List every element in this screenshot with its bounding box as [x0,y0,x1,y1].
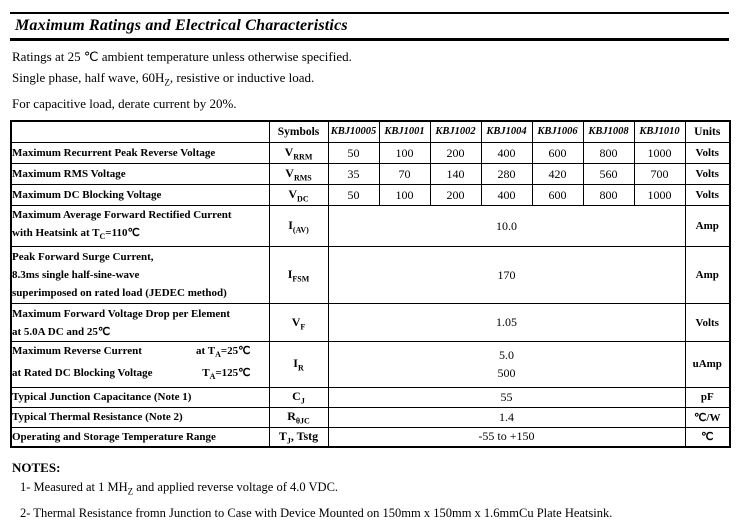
header-units: Units [685,121,730,143]
symbol-sub: F [300,321,306,331]
intro-line-3 [12,97,729,111]
ratings-table [10,120,731,449]
symbol-base: T [278,428,287,443]
header-part-kbj1010: KBJ1010 [634,121,685,143]
symbol-cell [269,206,328,247]
symbol-cell [269,407,328,427]
row-label-text: 8.3ms single half-sine-wave [12,269,140,282]
value-cell: 280 [481,164,532,185]
value-cell: 50 [328,185,379,206]
symbol-base: R [287,408,296,423]
row-label-text: Maximum Average Forward Rectified Current [12,209,232,222]
row-label [11,342,269,387]
symbol-sub: R [297,363,304,373]
header-part-kbj1006: KBJ1006 [532,121,583,143]
merged-value-line: 5.0 [499,348,514,363]
intro-line-1-text: Ratings at 25 ℃ ambient temperature unless otherwise specified. [12,49,352,64]
symbol-base: I [288,217,293,232]
note-1-post: and applied reverse voltage of 4.0 VDC. [133,480,339,495]
value-cell: 700 [634,164,685,185]
value-cell: 1000 [634,185,685,206]
symbol-base: V [284,144,294,159]
row-label-condition: $T_A=125℃$ [202,367,251,382]
value-cell-merged: 170 [328,247,685,304]
value-cell-merged: 10.0 [328,206,685,247]
row-label [11,143,269,164]
page-title: Maximum Ratings and Electrical Characteristics [15,17,348,34]
notes-block [12,460,729,521]
row-label [11,387,269,407]
value-cell-merged: 1.4 [328,407,685,427]
row-label [11,185,269,206]
notes-heading: NOTES: [12,460,61,476]
header-symbols: Symbols [269,121,328,143]
table-row-vf [11,304,730,342]
symbol-base: C [292,388,301,403]
value-cell: 800 [583,185,634,206]
note-1 [20,480,729,500]
value-cell: 200 [430,185,481,206]
value-cell-merged: 55 [328,387,685,407]
table-row-vdc [11,185,730,206]
value-cell: 100 [379,185,430,206]
note-1-sub: Z [127,486,134,497]
table-row-vrms [11,164,730,185]
unit-cell: uAmp [685,342,730,387]
intro-block [12,50,729,111]
symbol-base: I [293,356,298,371]
header-part-kbj1004: KBJ1004 [481,121,532,143]
table-header-row [11,121,730,143]
row-label-text: Maximum DC Blocking Voltage [12,189,162,202]
header-part-kbj1008: KBJ1008 [583,121,634,143]
intro-line-2-post: , resistive or inductive load. [169,70,315,85]
symbol-post: , Tstg [290,428,319,443]
unit-cell: Volts [685,164,730,185]
value-cell: 140 [430,164,481,185]
symbol-base: V [288,186,298,201]
value-cell-merged: 1.05 [328,304,685,342]
symbol-cell [269,185,328,206]
row-label [11,427,269,447]
value-cell: 35 [328,164,379,185]
table-row-ir [11,342,730,387]
symbol-sub: J [300,396,305,406]
symbol-sub: DC [297,194,309,204]
symbol-sub: RRM [293,152,313,162]
row-label-text: =110℃ [105,227,140,240]
row-label [11,164,269,185]
intro-line-1 [12,50,729,64]
symbol-base: I [287,267,293,282]
unit-cell: ℃ [685,427,730,447]
row-label-text: Typical Thermal Resistance (Note 2) [12,411,183,424]
row-label-text: Peak Forward Surge Current, [12,251,154,264]
value-cell-merged: -55 to +150 [328,427,685,447]
value-cell: 1000 [634,143,685,164]
header-part-kbj10005: KBJ10005 [328,121,379,143]
intro-line-2-sub: Z [164,77,170,88]
symbol-sub: RMS [293,173,312,183]
header-characteristic [11,121,269,143]
symbol-sub: J [286,436,291,446]
row-label-text: Maximum Recurrent Peak Reverse Voltage [12,147,216,160]
value-cell: 200 [430,143,481,164]
unit-cell: ℃/W [685,407,730,427]
table-row-iav [11,206,730,247]
row-label-text: Maximum Reverse Current [12,345,142,358]
row-label [11,407,269,427]
value-cell: 400 [481,185,532,206]
unit-cell: Volts [685,304,730,342]
table-row-tstg [11,427,730,447]
header-part-kbj1002: KBJ1002 [430,121,481,143]
symbol-cell [269,304,328,342]
value-cell: 420 [532,164,583,185]
note-2-text: 2- Thermal Resistance fromn Junction to Case with Device Mounted on 150mm x 150mm x 1.6mmCu Plate Heatsink. [20,505,613,520]
row-label [11,247,269,304]
symbol-cell [269,164,328,185]
symbol-base: V [285,165,294,180]
unit-cell: Volts [685,185,730,206]
symbol-cell [269,427,328,447]
intro-line-3-text: For capacitive load, derate current by 20%. [12,95,237,111]
symbol-sub: FSM [292,274,310,284]
row-label [11,206,269,247]
header-part-kbj1001: KBJ1001 [379,121,430,143]
unit-cell: pF [685,387,730,407]
value-cell: 600 [532,185,583,206]
unit-cell: Amp [685,206,730,247]
row-label-condition: at $T_A=25℃$ [196,345,251,360]
merged-value-line: 500 [497,366,516,381]
table-row-rthjc [11,407,730,427]
row-label-text: Typical Junction Capacitance (Note 1) [12,391,192,404]
section-title-block [10,12,729,41]
table-row-ifsm [11,247,730,304]
table-row-cj [11,387,730,407]
value-cell: 50 [328,143,379,164]
value-cell: 100 [379,143,430,164]
row-label-text: at 5.0A DC and 25℃ [12,325,111,338]
symbol-cell [269,387,328,407]
table-row-vrrm [11,143,730,164]
note-1-pre: 1- Measured at 1 MH [20,480,128,495]
row-label-text: at Rated DC Blocking Voltage [12,367,153,380]
intro-line-2-pre: Single phase, half wave, 60H [12,70,165,85]
value-cell: 70 [379,164,430,185]
symbol-base: V [291,314,301,329]
symbol-cell [269,247,328,304]
row-label-sub: C [99,232,106,242]
intro-line-2 [12,71,729,90]
row-label-text: Maximum RMS Voltage [12,168,126,181]
value-cell: 400 [481,143,532,164]
row-label-text: Operating and Storage Temperature Range [12,430,216,443]
symbol-cell [269,143,328,164]
value-cell: 800 [583,143,634,164]
row-label-text: Maximum Forward Voltage Drop per Element [12,307,231,320]
row-label-text: with Heatsink at T [12,227,100,240]
value-cell-merged [328,342,685,387]
row-label-text: superimposed on rated load (JEDEC method) [12,287,227,300]
value-cell: 560 [583,164,634,185]
symbol-cell [269,342,328,387]
symbol-sub: (AV) [292,225,309,235]
row-label [11,304,269,342]
unit-cell: Amp [685,247,730,304]
note-2 [20,506,729,521]
symbol-sub: θJC [295,416,310,426]
unit-cell: Volts [685,143,730,164]
value-cell: 600 [532,143,583,164]
